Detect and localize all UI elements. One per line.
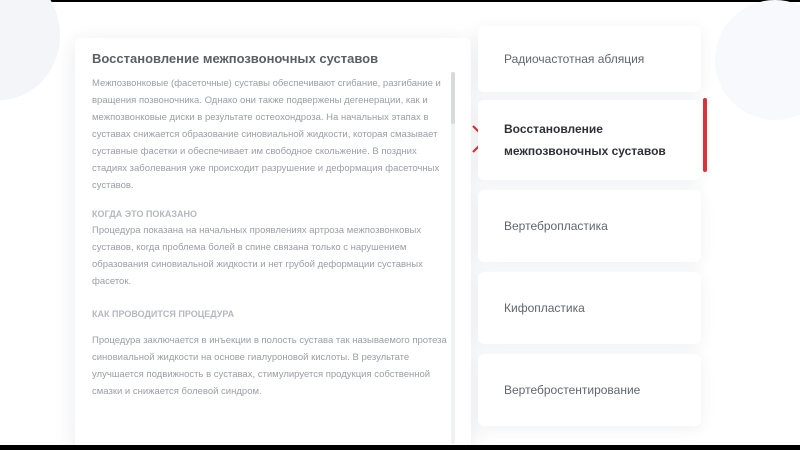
letterbox-bottom [0, 445, 800, 450]
section-text-indications: Процедура показана на начальных проявлениях артроза межпозвонковых суставов, когда проблема болей в спине связана только с нарушением образования синовиальной жидкости и нет грубой деформации суставных фасеток. [92, 225, 423, 287]
menu-item-label: Радиочастотная абляция [504, 52, 645, 66]
menu-item-joint-restoration[interactable] [478, 100, 701, 180]
menu-item-label: Вертебростентирование [504, 383, 641, 397]
menu-item-label: Вертебропластика [504, 219, 608, 233]
background-decoration-circle [715, 0, 800, 120]
letterbox-top [0, 0, 800, 2]
procedure-content-card [75, 38, 471, 448]
procedure-title: Восстановление межпозвоночных суставов [92, 51, 379, 66]
section-heading-indications: КОГДА ЭТО ПОКАЗАНО [92, 209, 198, 219]
procedure-intro: Межпозвонковые (фасеточные) суставы обеспечивают сгибание, разгибание и вращения позвоночника. Однако они также подвержены дегенерации, как и межпозвонковые диски в результате остеохондроза. На начальных этапах в суставах снижается образование синовиальной жидкости, которая смазывает суставные фасетки и обеспечивает им свободное скольжение. В поздних стадиях заболевания уже происходит разрушение и деформация фасеточных суставов. [92, 78, 441, 191]
section-text-procedure: Процедура заключается в инъекции в полость сустава так называемого протеза синовиальной жидкости на основе гиалуроновой кислоты. В результате улучшается подвижность в суставах, стимулируется продукция собственной смазки и снижается болевой синдром. [92, 335, 447, 397]
menu-item-radiofrequency-ablation[interactable] [478, 26, 701, 92]
menu-item-label: Кифопластика [504, 301, 585, 315]
section-spacer [92, 322, 447, 332]
content-scrollbar-thumb[interactable] [451, 72, 455, 124]
menu-item-label: Восстановление межпозвоночных суставов [504, 122, 666, 158]
procedure-content [92, 50, 447, 400]
active-indicator [703, 98, 707, 172]
section-heading-procedure: КАК ПРОВОДИТСЯ ПРОЦЕДУРА [92, 309, 235, 319]
menu-item-vertebral-stenting[interactable] [478, 354, 701, 426]
menu-item-vertebroplasty[interactable] [478, 190, 701, 262]
content-scrollbar-track[interactable] [451, 72, 455, 444]
menu-item-kyphoplasty[interactable] [478, 272, 701, 344]
background-decoration [0, 0, 60, 100]
